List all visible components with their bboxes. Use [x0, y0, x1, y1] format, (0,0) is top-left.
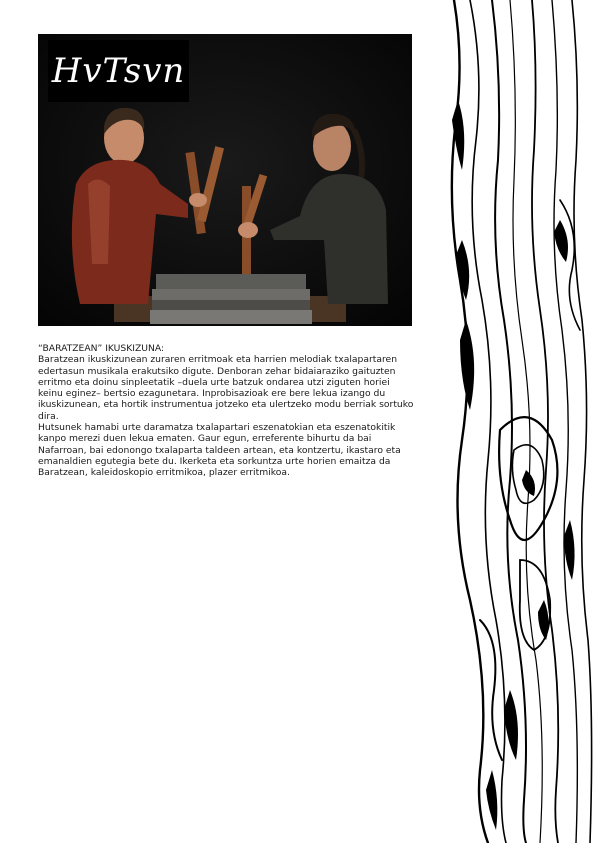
article-paragraph-1: Baratzean ikuskizunean zuraren erritmoak eta harrien melodiak txalapartaren edertasun musikala erakutsiko digute. Denboran zehar bidaiaraziko gaituzten erritmo eta doinu sinpleetatik –duela urte batzuk ondarea utzi ziguten horiei keinu eginez– bertsio ezagunetara. Inprobisazioak ere bere lekua izango du ikuskizunean, eta hortik instrumentua jotzeko eta ulertzeko modu berriak sortuko dira.	[38, 354, 414, 422]
hutsun-logo	[48, 40, 189, 102]
logo-text: HvTsvn	[51, 51, 186, 91]
wood-grain-illustration	[440, 0, 596, 843]
performance-photo	[38, 34, 412, 326]
article-heading: “BARATZEAN” IKUSKIZUNA:	[38, 343, 165, 354]
article-paragraph-2: Hutsunek hamabi urte daramatza txalapartari eszenatokian eta eszenatokitik kanpo merezi duen lekua ematen. Gaur egun, erreferente bihurtu da bai Nafarroan, bai edonongo txalaparta taldeen artean, eta kontzertu, ikastaro eta emanaldien egutegia bete du. Ikerketa eta sorkuntza urte horien emaitza da Baratzean, kaleidoskopio erritmikoa, plazer erritmikoa.	[38, 422, 401, 479]
article-text	[38, 343, 414, 479]
